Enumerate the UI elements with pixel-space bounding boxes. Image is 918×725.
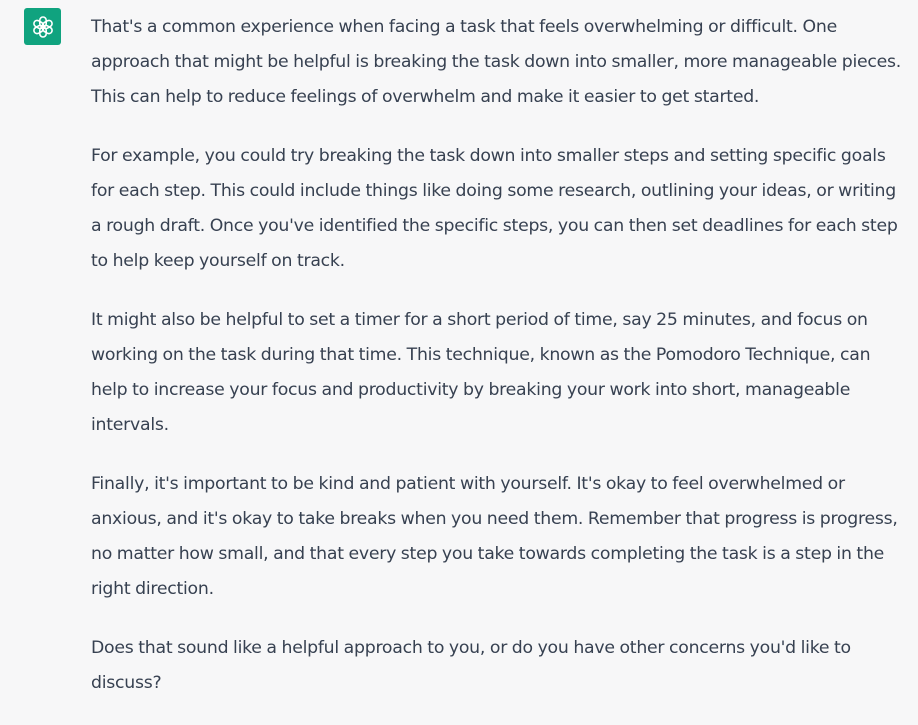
message-paragraph-5: Does that sound like a helpful approach to you, or do you have other concerns you'd like to discuss?: [91, 638, 851, 693]
message-paragraph-3: It might also be helpful to set a timer for a short period of time, say 25 minutes, and focus on working on the task during that time. This technique, known as the Pomodoro Technique, can help to increase your focus and productivity by breaking your work into short, manageable intervals.: [91, 310, 871, 435]
assistant-avatar: [24, 8, 61, 45]
message-paragraph-2: For example, you could try breaking the task down into smaller steps and setting specific goals for each step. This could include things like doing some research, outlining your ideas, or writing a rough draft. Once you've identified the specific steps, you can then set deadlines for each step to help keep yourself on track.: [91, 146, 898, 271]
message-content: [91, 10, 906, 725]
message-paragraph-4: Finally, it's important to be kind and patient with yourself. It's okay to feel overwhelmed or anxious, and it's okay to take breaks when you need them. Remember that progress is progress, no matter how small, and that every step you take towards completing the task is a step in the right direction.: [91, 474, 898, 599]
openai-logo-icon: [30, 14, 56, 40]
message-paragraph-1: That's a common experience when facing a task that feels overwhelming or difficult. One approach that might be helpful is breaking the task down into smaller, more manageable pieces. This can help to reduce feelings of overwhelm and make it easier to get started.: [91, 17, 902, 107]
